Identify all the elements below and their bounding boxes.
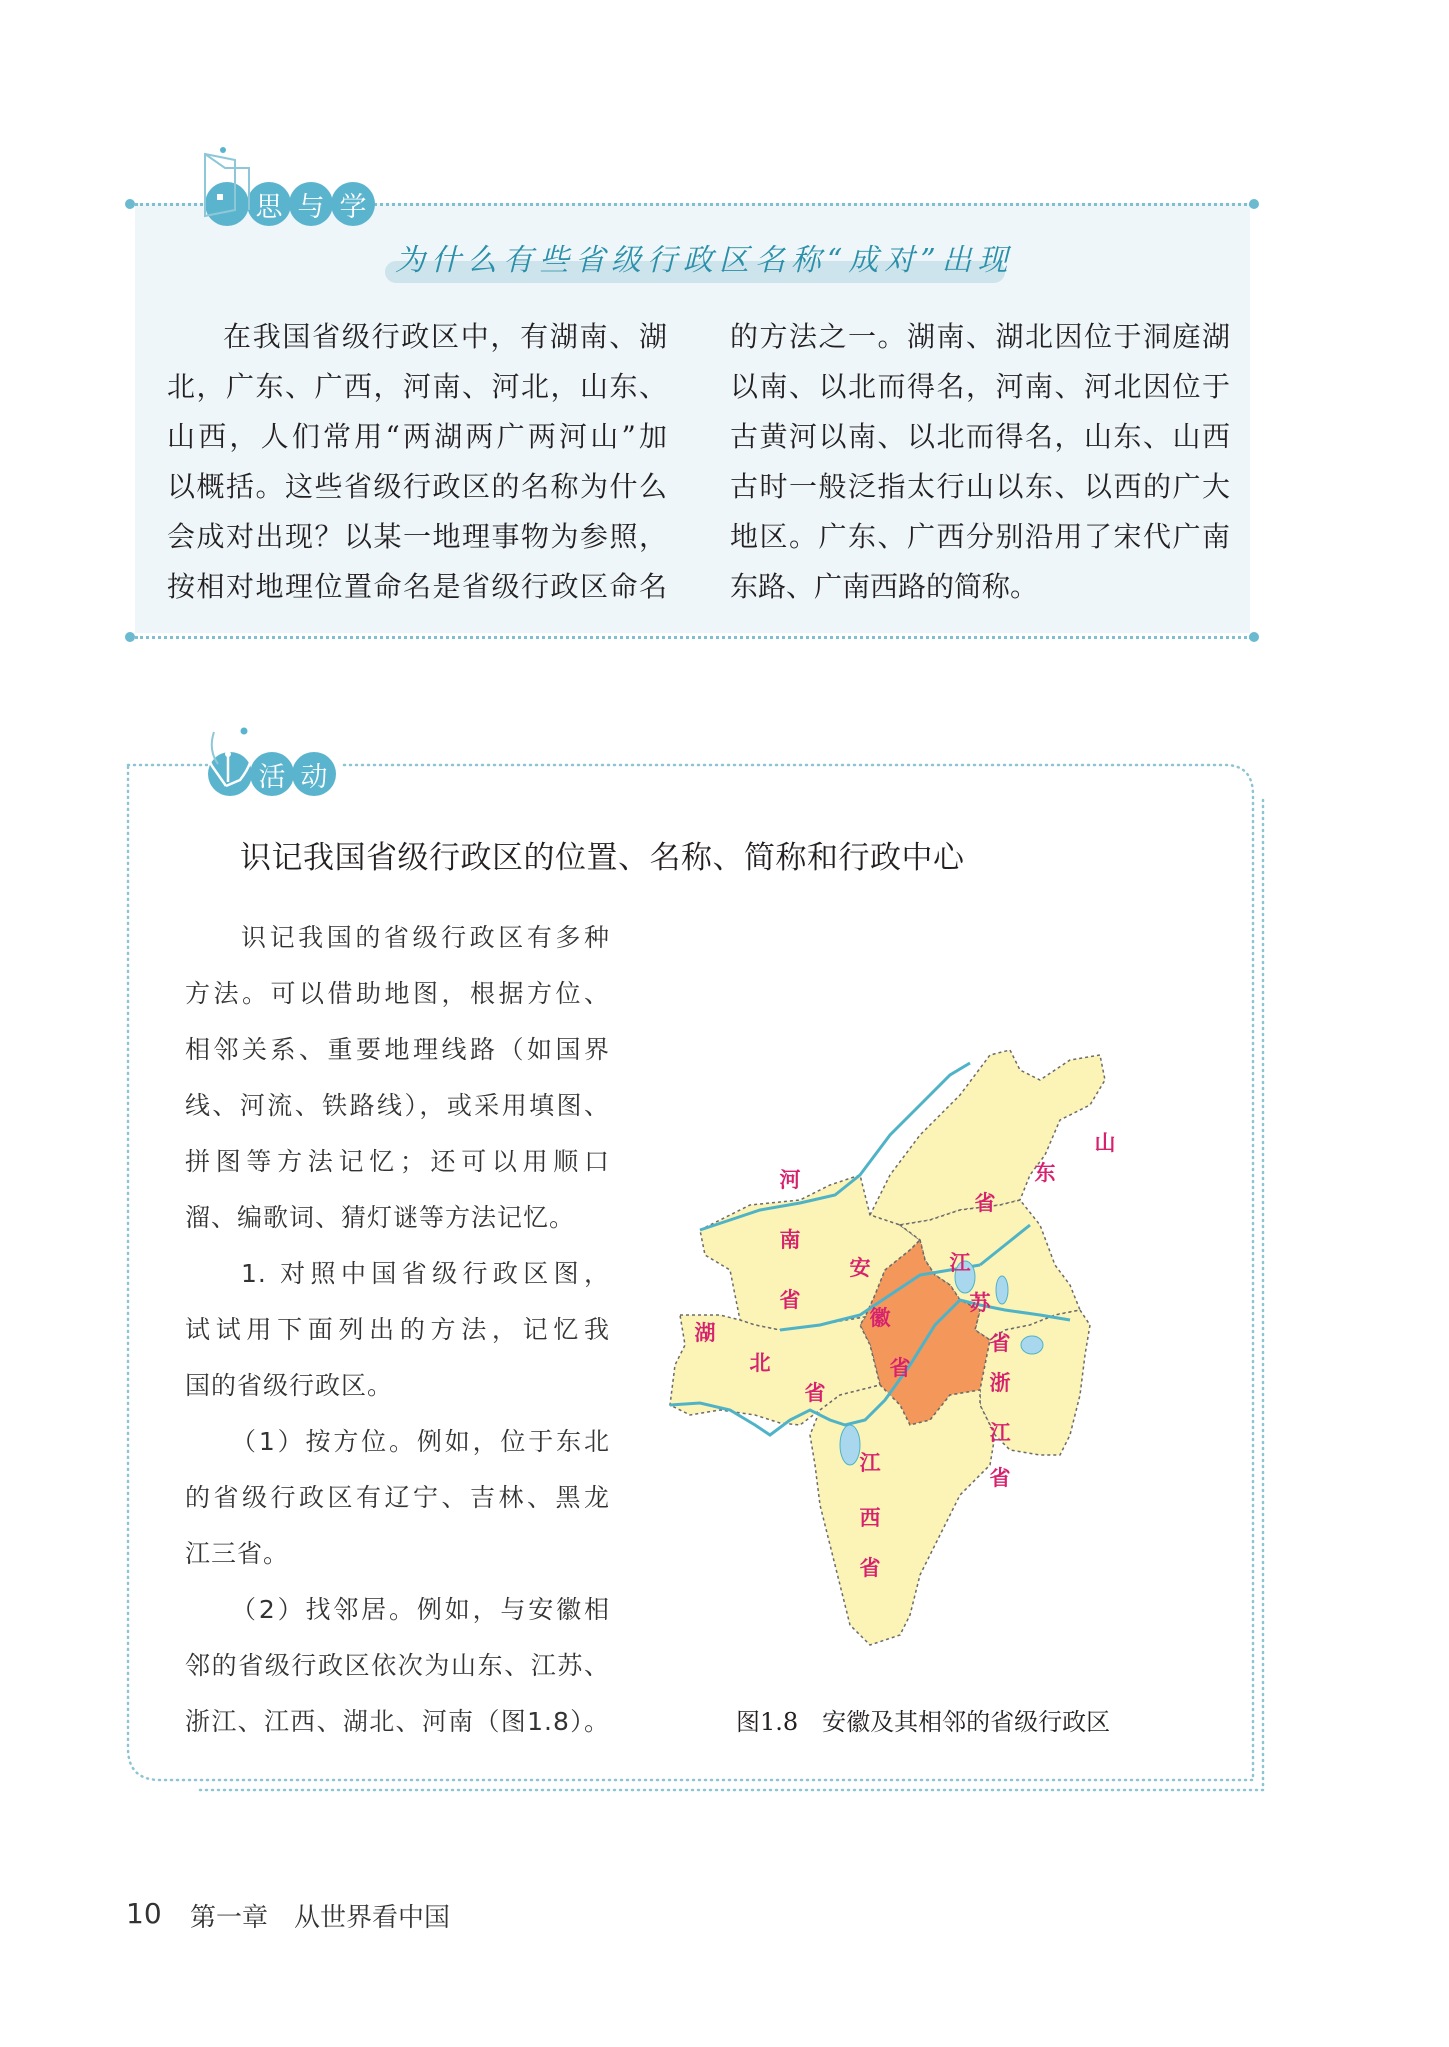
header-char: 学 bbox=[331, 182, 375, 226]
province-label-char: 湖 bbox=[694, 1321, 716, 1345]
text-line: 山西，人们常用“两湖两广两河山”加 bbox=[167, 420, 667, 453]
text-line: 邻的省级行政区依次为山东、江苏、 bbox=[185, 1651, 610, 1680]
text-line: 的省级行政区有辽宁、吉林、黑龙 bbox=[185, 1483, 610, 1512]
activity-title: 识记我国省级行政区的位置、名称、简称和行政中心 bbox=[240, 840, 965, 876]
province-label-char: 江 bbox=[949, 1251, 971, 1275]
text-line: 1. 对照中国省级行政区图， bbox=[241, 1259, 610, 1288]
figure-caption: 图1.8 安徽及其相邻的省级行政区 bbox=[736, 1708, 1111, 1736]
province-label-char: 省 bbox=[989, 1466, 1011, 1490]
text-line: 古时一般泛指太行山以东、以西的广大 bbox=[730, 470, 1230, 503]
province-label-char: 浙 bbox=[989, 1371, 1011, 1395]
text-line: 按相对地理位置命名是省级行政区命名 bbox=[167, 570, 667, 603]
province-label-char: 南 bbox=[779, 1228, 801, 1252]
province-label-char: 省 bbox=[859, 1556, 881, 1580]
text-line: 会成对出现？以某一地理事物为参照， bbox=[167, 520, 667, 553]
text-line: 拼图等方法记忆；还可以用顺口 bbox=[185, 1147, 610, 1176]
province-label-char: 苏 bbox=[969, 1291, 991, 1315]
text-line: 以概括。这些省级行政区的名称为什么 bbox=[167, 470, 667, 503]
text-line: （1）按方位。例如，位于东北 bbox=[231, 1427, 610, 1456]
province-label-char: 山 bbox=[1094, 1131, 1116, 1155]
chapter-title: 第一章 从世界看中国 bbox=[190, 1903, 451, 1933]
activity-text bbox=[185, 910, 610, 1750]
think-subtitle: 为什么有些省级行政区名称“成对”出现 bbox=[395, 243, 1014, 278]
activity-header bbox=[208, 752, 342, 796]
text-line: （2）找邻居。例如，与安徽相 bbox=[231, 1595, 610, 1624]
poyang-lake bbox=[840, 1425, 860, 1465]
province-label-char: 省 bbox=[974, 1191, 996, 1215]
province-label-char: 省 bbox=[889, 1356, 911, 1380]
text-line: 北，广东、广西，河南、河北，山东、 bbox=[167, 370, 667, 403]
text-line: 以南、以北而得名，河南、河北因位于 bbox=[730, 370, 1230, 403]
text-line: 线、河流、铁路线），或采用填图、 bbox=[185, 1091, 610, 1120]
text-line: 溜、编歌词、猜灯谜等方法记忆。 bbox=[185, 1203, 576, 1232]
province-label-char: 江 bbox=[989, 1421, 1011, 1445]
header-char: 动 bbox=[292, 752, 336, 796]
province-label-char: 江 bbox=[859, 1451, 881, 1475]
text-line: 江三省。 bbox=[185, 1539, 290, 1568]
stethoscope-icon bbox=[208, 752, 252, 796]
province-label-char: 北 bbox=[749, 1351, 771, 1375]
text-line: 在我国省级行政区中，有湖南、湖 bbox=[223, 320, 667, 353]
text-line: 国的省级行政区。 bbox=[185, 1371, 394, 1400]
province-label-char: 省 bbox=[989, 1331, 1011, 1355]
tai-lake bbox=[1021, 1336, 1043, 1354]
text-line: 识记我国的省级行政区有多种 bbox=[241, 923, 610, 952]
header-char: 思 bbox=[247, 182, 291, 226]
anhui-neighbors-map bbox=[660, 1025, 1240, 1705]
header-char: 活 bbox=[250, 752, 294, 796]
text-line: 古黄河以南、以北而得名，山东、山西 bbox=[730, 420, 1230, 453]
province-label-char: 东 bbox=[1034, 1161, 1056, 1185]
text-line: 地区。广东、广西分别沿用了宋代广南 bbox=[730, 520, 1230, 553]
province-label-char: 安 bbox=[849, 1256, 871, 1280]
text-line: 相邻关系、重要地理线路（如国界 bbox=[185, 1035, 610, 1064]
province-label-char: 徽 bbox=[869, 1306, 891, 1330]
text-line: 方法。可以借助地图，根据方位、 bbox=[185, 979, 610, 1008]
header-char: 与 bbox=[289, 182, 333, 226]
province-label-char: 省 bbox=[804, 1381, 826, 1405]
text-line: 的方法之一。湖南、湖北因位于洞庭湖 bbox=[730, 320, 1230, 353]
chao-lake-gaoyou bbox=[996, 1276, 1008, 1304]
page-number: 10 bbox=[126, 1897, 162, 1930]
text-line: 试试用下面列出的方法，记忆我 bbox=[185, 1315, 610, 1344]
province-label-char: 省 bbox=[779, 1288, 801, 1312]
text-line: 浙江、江西、湖北、河南（图1.8）。 bbox=[185, 1707, 610, 1736]
province-label-char: 河 bbox=[779, 1168, 801, 1192]
province-label-char: 西 bbox=[859, 1506, 881, 1530]
text-line: 东路、广南西路的简称。 bbox=[730, 570, 1039, 603]
